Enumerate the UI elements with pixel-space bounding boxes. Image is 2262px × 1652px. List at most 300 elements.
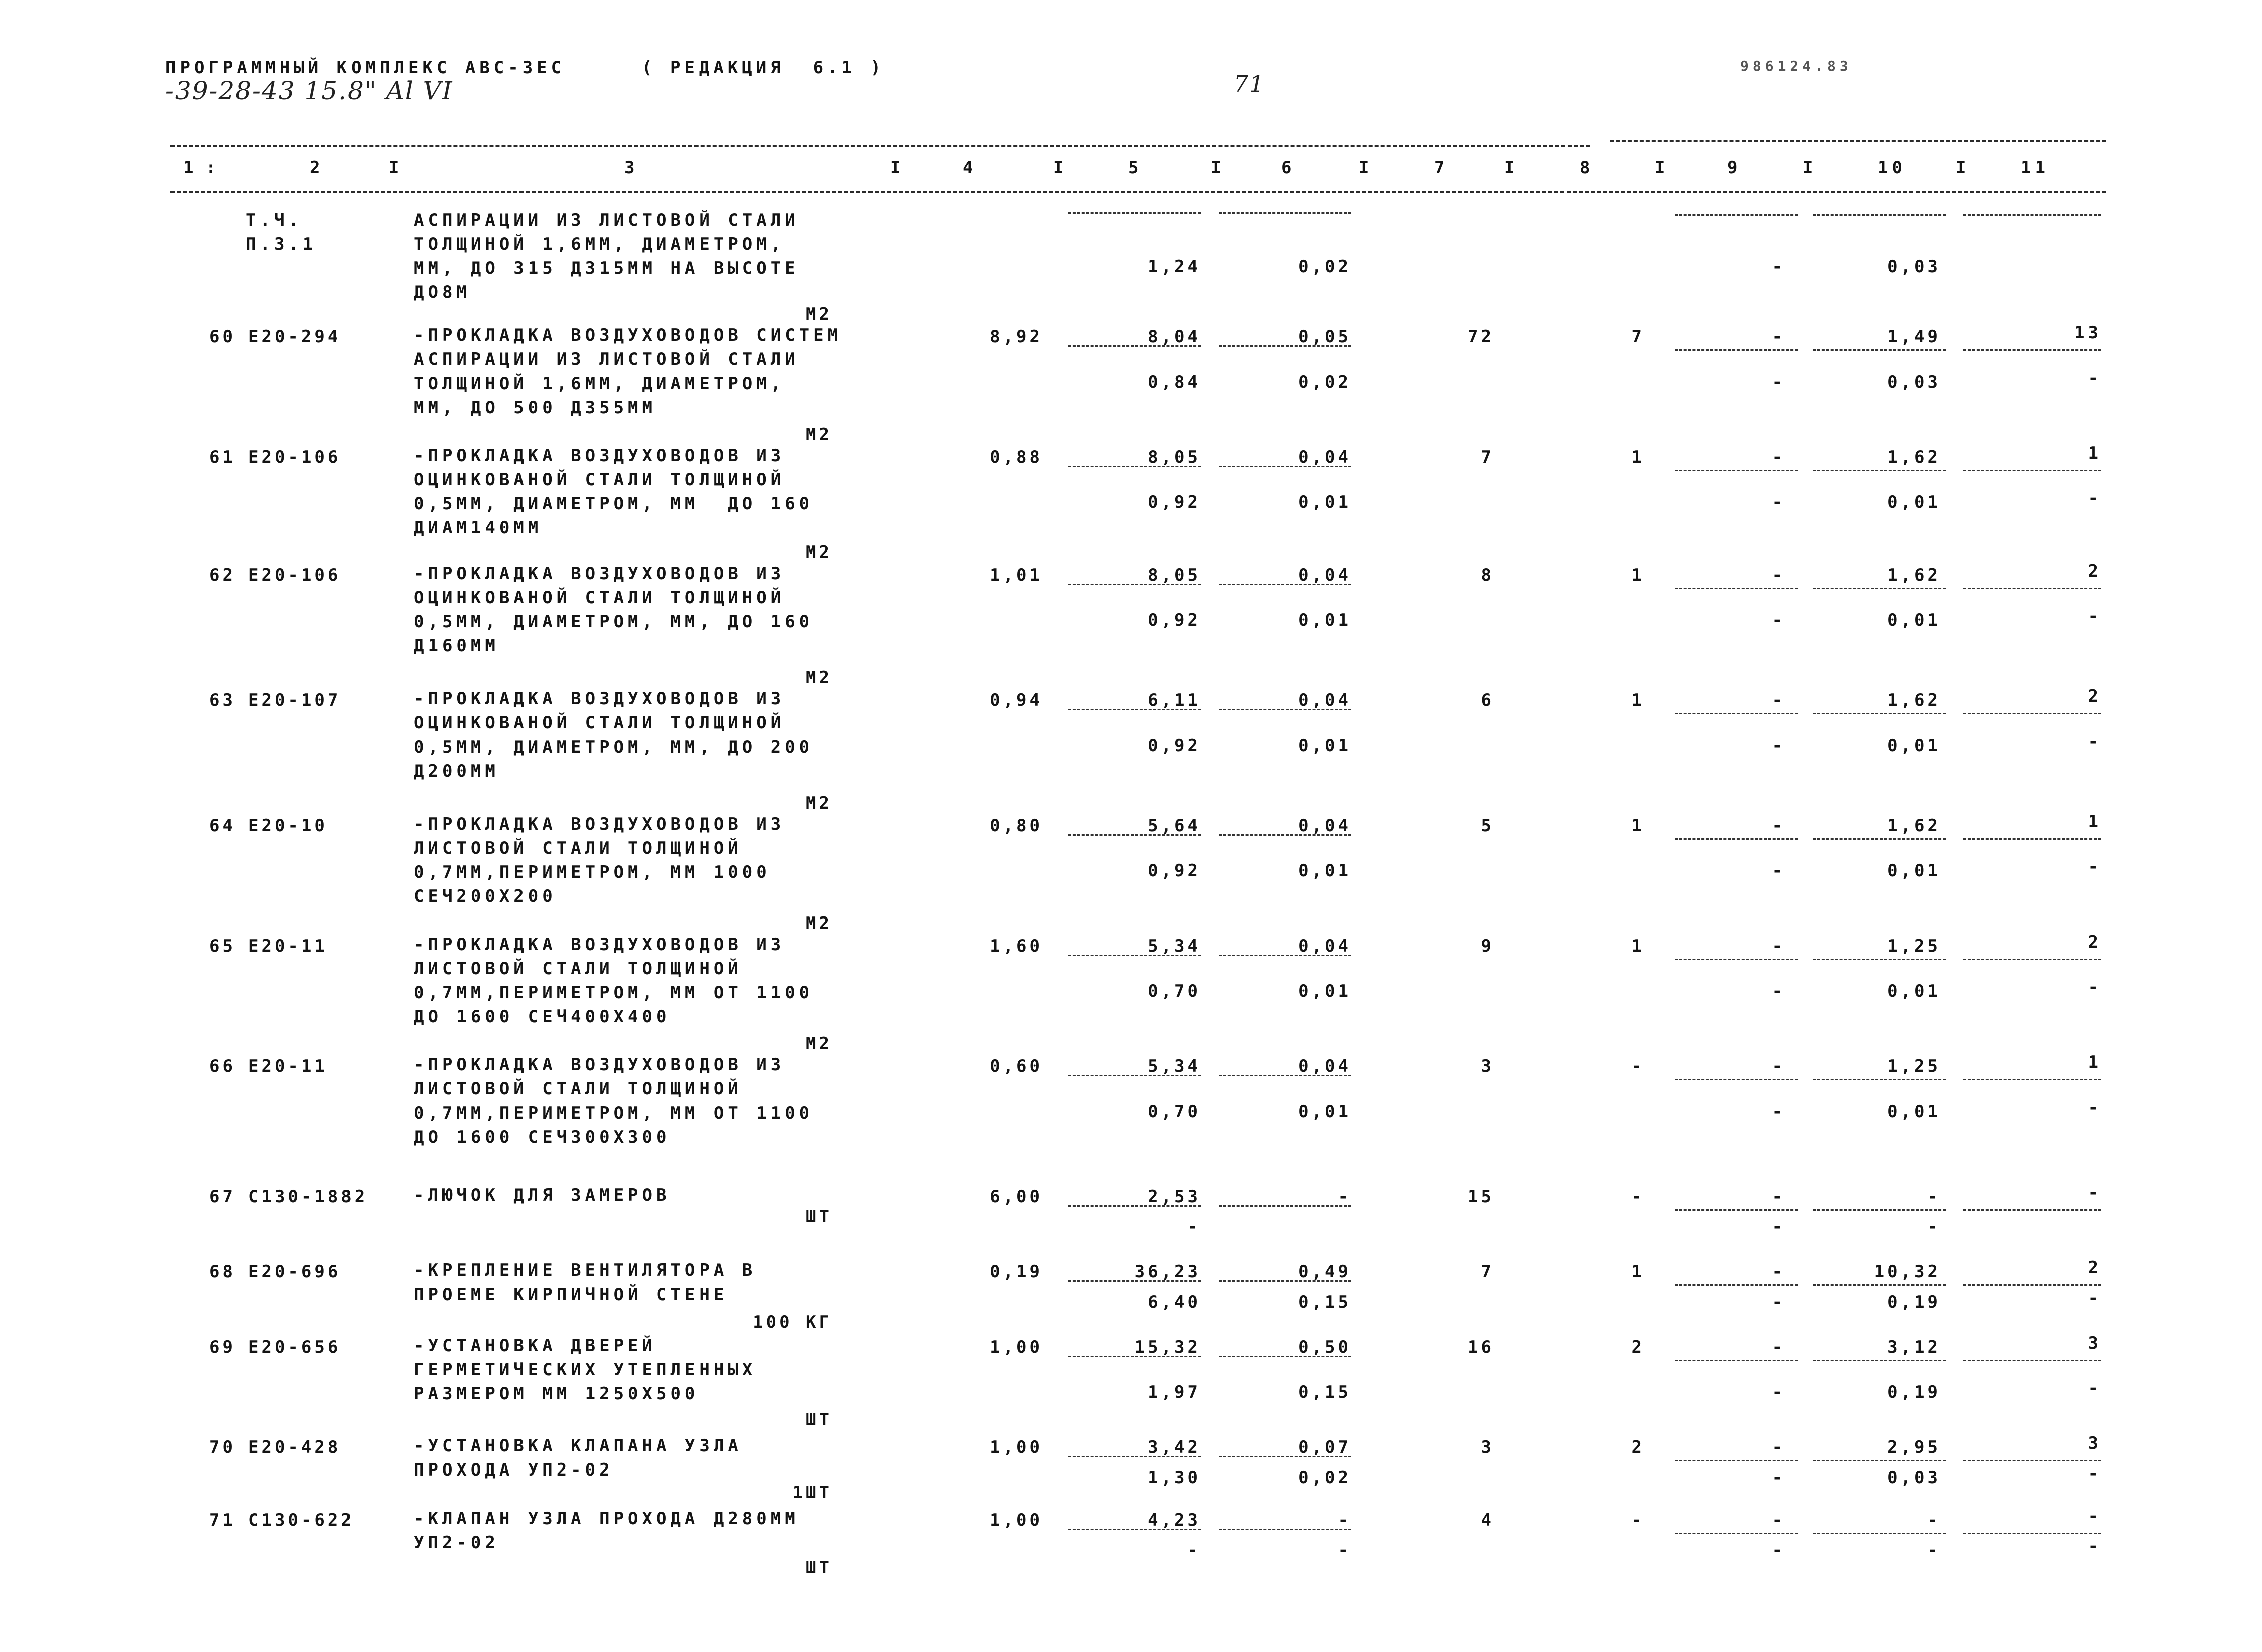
header-rule-top-right — [1610, 140, 2106, 142]
cell-col6-top: 0,50 — [1298, 1337, 1351, 1357]
row-unit: М2 — [806, 425, 832, 445]
separator-dash — [1813, 1460, 1946, 1461]
row-unit: М2 — [806, 668, 832, 688]
separator-dash — [1068, 1356, 1201, 1357]
row-unit: М2 — [806, 913, 832, 934]
separator-dash — [1068, 1280, 1201, 1282]
cell-col9-bottom: - — [1772, 372, 1785, 392]
cell-col5-top: 36,23 — [1134, 1262, 1201, 1282]
cell-col6-bottom: 0,01 — [1298, 861, 1351, 881]
column-separator: I — [1053, 158, 1068, 178]
row-code: С130-1882 — [248, 1187, 368, 1207]
cell-col11-top: 1 — [2087, 1052, 2101, 1072]
cell-col9-bottom: - — [1772, 257, 1785, 277]
cell-col5-top: 4,23 — [1148, 1510, 1201, 1530]
cell-col6-top: 0,49 — [1298, 1262, 1351, 1282]
separator-dash — [1219, 584, 1351, 585]
separator-dash — [1963, 1209, 2101, 1211]
cell-col6-bottom: 0,01 — [1298, 610, 1351, 630]
cell-col4: 1,00 — [990, 1437, 1043, 1457]
cell-col4: 0,80 — [990, 816, 1043, 836]
cell-col5-bottom: 1,97 — [1148, 1382, 1201, 1402]
cell-col6-top: 0,04 — [1298, 1056, 1351, 1076]
cell-col11-bottom: - — [2087, 1097, 2101, 1118]
row-number: Т.Ч. П.3.1 — [246, 210, 317, 254]
separator-dash — [1219, 1205, 1351, 1207]
row-code: Е20-106 — [248, 447, 341, 467]
cell-col11-top: 2 — [2087, 686, 2101, 706]
cell-col9-bottom: - — [1772, 1102, 1785, 1122]
row-number: 67 — [209, 1187, 236, 1207]
cell-col6-top: 0,05 — [1298, 327, 1351, 347]
row-code: Е20-428 — [248, 1437, 341, 1457]
separator-dash — [1813, 1209, 1946, 1211]
column-header-1: 1 — [183, 158, 198, 178]
separator-dash — [1813, 349, 1946, 351]
separator-dash — [1963, 1079, 2101, 1080]
row-description: -ПРОКЛАДКА ВОЗДУХОВОДОВ ИЗ ОЦИНКОВАНОЙ СТАЛИ ТОЛЩИНОЙ 0,5ММ, ДИАМЕТРОМ, ММ, ДО 160 Д160ММ — [414, 564, 814, 656]
cell-col6-bottom: 0,02 — [1298, 257, 1351, 277]
column-separator: I — [890, 158, 905, 178]
cell-col9-bottom: - — [1772, 610, 1785, 630]
cell-col7: 15 — [1468, 1187, 1494, 1207]
cell-col5-top: 5,34 — [1148, 936, 1201, 956]
column-header-11: 11 — [2021, 158, 2049, 178]
cell-col11-top: 2 — [2087, 561, 2101, 581]
cell-col5-top: 8,05 — [1148, 447, 1201, 467]
cell-col6-bottom: 0,01 — [1298, 736, 1351, 756]
separator-dash — [1813, 470, 1946, 471]
column-header-8: 8 — [1580, 158, 1594, 178]
cell-col6-top: 0,04 — [1298, 690, 1351, 710]
row-number: 64 — [209, 816, 236, 836]
row-code: С130-622 — [248, 1510, 355, 1530]
separator-dash — [1068, 345, 1201, 347]
column-header-10: 10 — [1878, 158, 1906, 178]
cell-col10-top: 1,49 — [1887, 327, 1941, 347]
separator-dash — [1675, 1079, 1798, 1080]
row-unit: ШТ — [806, 1410, 832, 1430]
separator-dash — [1813, 1360, 1946, 1361]
row-description: -ЛЮЧОК ДЛЯ ЗАМЕРОВ — [414, 1185, 671, 1205]
cell-col5-bottom: 1,24 — [1148, 257, 1201, 277]
cell-col6-top: 0,04 — [1298, 447, 1351, 467]
cell-col5-top: 6,11 — [1148, 690, 1201, 710]
cell-col6-bottom: 0,02 — [1298, 1467, 1351, 1488]
separator-dash — [1068, 955, 1201, 956]
cell-col9-top: - — [1772, 1437, 1785, 1457]
separator-dash — [1813, 959, 1946, 960]
cell-col10-top: 1,25 — [1887, 1056, 1941, 1076]
cell-col5-bottom: 0,92 — [1148, 610, 1201, 630]
row-description: -КЛАПАН УЗЛА ПРОХОДА Д280ММ УП2-02 — [414, 1509, 799, 1553]
cell-col6-bottom: 0,15 — [1298, 1382, 1351, 1402]
cell-col10-top: 2,95 — [1887, 1437, 1941, 1457]
separator-dash — [1675, 1209, 1798, 1211]
cell-col10-top: 1,62 — [1887, 816, 1941, 836]
separator-dash — [1813, 214, 1946, 216]
row-unit: М2 — [806, 304, 832, 324]
column-header-3: 3 — [624, 158, 639, 178]
cell-col8: - — [1631, 1510, 1645, 1530]
row-code: Е20-107 — [248, 690, 341, 710]
column-separator: I — [1803, 158, 1817, 178]
row-unit: 1ШТ — [792, 1483, 832, 1503]
column-header-row — [0, 159, 2262, 181]
separator-dash — [1675, 214, 1798, 216]
separator-dash — [1675, 838, 1798, 840]
cell-col5-top: 8,04 — [1148, 327, 1201, 347]
row-number: 70 — [209, 1437, 236, 1457]
row-description: -ПРОКЛАДКА ВОЗДУХОВОДОВ ИЗ ОЦИНКОВАНОЙ СТАЛИ ТОЛЩИНОЙ 0,5ММ, ДИАМЕТРОМ, ММ ДО 160 ДИАМ140ММ — [414, 446, 814, 538]
document-code: 986124.83 — [1740, 58, 1852, 74]
cell-col6-top: 0,04 — [1298, 936, 1351, 956]
cell-col10-top: 1,62 — [1887, 690, 1941, 710]
cell-col8: - — [1631, 1187, 1645, 1207]
cell-col5-bottom: 6,40 — [1148, 1292, 1201, 1312]
cell-col5-top: 2,53 — [1148, 1187, 1201, 1207]
cell-col10-bottom: 0,19 — [1887, 1292, 1941, 1312]
column-separator: I — [1504, 158, 1519, 178]
cell-col10-top: - — [1927, 1510, 1941, 1530]
handwritten-reference: -39-28-43 15.8" Al VI — [165, 76, 453, 105]
cell-col7: 7 — [1481, 1262, 1494, 1282]
separator-dash — [1813, 1284, 1946, 1286]
separator-dash — [1675, 713, 1798, 714]
separator-dash — [1675, 1360, 1798, 1361]
separator-dash — [1219, 212, 1351, 214]
row-code: Е20-294 — [248, 327, 341, 347]
cell-col6-bottom: 0,01 — [1298, 1102, 1351, 1122]
cell-col7: 72 — [1468, 327, 1494, 347]
cell-col9-top: - — [1772, 816, 1785, 836]
separator-dash — [1963, 1360, 2101, 1361]
cell-col4: 0,19 — [990, 1262, 1043, 1282]
cell-col9-bottom: - — [1772, 1540, 1785, 1560]
cell-col8: 2 — [1631, 1337, 1645, 1357]
separator-dash — [1963, 470, 2101, 471]
column-header-9: 9 — [1727, 158, 1742, 178]
cell-col5-bottom: 0,84 — [1148, 372, 1201, 392]
cell-col7: 5 — [1481, 816, 1494, 836]
separator-dash — [1068, 1456, 1201, 1457]
cell-col5-bottom: 0,70 — [1148, 981, 1201, 1001]
cell-col10-bottom: 0,03 — [1887, 257, 1941, 277]
cell-col4: 1,00 — [990, 1510, 1043, 1530]
cell-col7: 7 — [1481, 447, 1494, 467]
row-number: 60 — [209, 327, 236, 347]
cell-col11-bottom: - — [2087, 857, 2101, 877]
separator-dash — [1068, 584, 1201, 585]
row-code: Е20-696 — [248, 1262, 341, 1282]
cell-col5-bottom: - — [1187, 1540, 1201, 1560]
cell-col11-bottom: - — [2087, 1288, 2101, 1308]
cell-col11-top: 2 — [2087, 1258, 2101, 1278]
cell-col11-top: 2 — [2087, 932, 2101, 952]
separator-dash — [1219, 955, 1351, 956]
cell-col9-top: - — [1772, 1337, 1785, 1357]
cell-col5-top: 5,64 — [1148, 816, 1201, 836]
separator-dash — [1068, 212, 1201, 214]
separator-dash — [1813, 1079, 1946, 1080]
cell-col6-top: - — [1338, 1187, 1351, 1207]
cell-col9-bottom: - — [1772, 861, 1785, 881]
cell-col5-top: 8,05 — [1148, 565, 1201, 585]
cell-col10-top: 1,62 — [1887, 565, 1941, 585]
row-description: -ПРОКЛАДКА ВОЗДУХОВОДОВ ИЗ ЛИСТОВОЙ СТАЛИ ТОЛЩИНОЙ 0,7ММ,ПЕРИМЕТРОМ, ММ 1000 СЕЧ200Х200 — [414, 814, 785, 906]
cell-col10-top: 10,32 — [1874, 1262, 1941, 1282]
cell-col11-top: 3 — [2087, 1333, 2101, 1353]
cell-col11-top: - — [2087, 1506, 2101, 1526]
header-rule-bottom — [170, 191, 2106, 193]
edition-label: ( РЕДАКЦИЯ 6.1 ) — [642, 58, 885, 78]
cell-col10-bottom: 0,01 — [1887, 492, 1941, 512]
column-separator: I — [1655, 158, 1669, 178]
separator-dash — [1219, 834, 1351, 836]
separator-dash — [1675, 1284, 1798, 1286]
cell-col9-top: - — [1772, 936, 1785, 956]
separator-dash — [1963, 838, 2101, 840]
cell-col5-bottom: 0,92 — [1148, 736, 1201, 756]
cell-col8: 7 — [1631, 327, 1645, 347]
separator-dash — [1219, 1280, 1351, 1282]
cell-col7: 8 — [1481, 565, 1494, 585]
cell-col9-bottom: - — [1772, 1467, 1785, 1488]
cell-col5-bottom: 0,92 — [1148, 492, 1201, 512]
cell-col4: 1,01 — [990, 565, 1043, 585]
cell-col10-top: - — [1927, 1187, 1941, 1207]
cell-col11-bottom: - — [2087, 1378, 2101, 1398]
cell-col7: 3 — [1481, 1056, 1494, 1076]
row-unit: М2 — [806, 542, 832, 563]
separator-dash — [1963, 1533, 2101, 1534]
cell-col9-top: - — [1772, 565, 1785, 585]
cell-col6-bottom: 0,01 — [1298, 492, 1351, 512]
separator-dash — [1963, 214, 2101, 216]
cell-col5-bottom: 1,30 — [1148, 1467, 1201, 1488]
cell-col10-bottom: 0,01 — [1887, 736, 1941, 756]
cell-col11-top: 3 — [2087, 1433, 2101, 1453]
separator-dash — [1813, 713, 1946, 714]
column-header-2: 2 — [310, 158, 324, 178]
cell-col11-top: 1 — [2087, 443, 2101, 463]
cell-col8: 1 — [1631, 936, 1645, 956]
cell-col4: 1,00 — [990, 1337, 1043, 1357]
cell-col9-top: - — [1772, 690, 1785, 710]
row-description: АСПИРАЦИИ ИЗ ЛИСТОВОЙ СТАЛИ ТОЛЩИНОЙ 1,6ММ, ДИАМЕТРОМ, ММ, ДО 315 Д315ММ НА ВЫСОТЕ ДО8М — [414, 210, 799, 302]
cell-col5-top: 15,32 — [1134, 1337, 1201, 1357]
row-number: 65 — [209, 936, 236, 956]
cell-col10-top: 3,12 — [1887, 1337, 1941, 1357]
separator-dash — [1963, 713, 2101, 714]
cell-col6-top: - — [1338, 1510, 1351, 1530]
separator-dash — [1219, 466, 1351, 467]
cell-col7: 3 — [1481, 1437, 1494, 1457]
separator-dash — [1675, 959, 1798, 960]
cell-col9-top: - — [1772, 447, 1785, 467]
separator-dash — [1068, 1205, 1201, 1207]
cell-col11-top: - — [2087, 1183, 2101, 1203]
row-code: Е20-106 — [248, 565, 341, 585]
separator-dash — [1675, 470, 1798, 471]
separator-dash — [1963, 1284, 2101, 1286]
cell-col9-bottom: - — [1772, 1382, 1785, 1402]
separator-dash — [1219, 709, 1351, 710]
row-number: 69 — [209, 1337, 236, 1357]
row-unit: 100 КГ — [753, 1312, 832, 1332]
cell-col4: 6,00 — [990, 1187, 1043, 1207]
cell-col10-bottom: 0,19 — [1887, 1382, 1941, 1402]
cell-col10-bottom: - — [1927, 1540, 1941, 1560]
row-description: -УСТАНОВКА ДВЕРЕЙ ГЕРМЕТИЧЕСКИХ УТЕПЛЕННЫХ РАЗМЕРОМ ММ 1250Х500 — [414, 1336, 757, 1404]
row-number: 68 — [209, 1262, 236, 1282]
row-description: -ПРОКЛАДКА ВОЗДУХОВОДОВ ИЗ ЛИСТОВОЙ СТАЛИ ТОЛЩИНОЙ 0,7ММ,ПЕРИМЕТРОМ, ММ ОТ 1100 ДО 1600 СЕЧ400Х400 — [414, 935, 814, 1027]
cell-col5-bottom: - — [1187, 1217, 1201, 1237]
cell-col7: 6 — [1481, 690, 1494, 710]
cell-col7: 16 — [1468, 1337, 1494, 1357]
program-title: ПРОГРАММНЫЙ КОМПЛЕКС АВС-ЗЕС — [165, 58, 566, 78]
cell-col5-bottom: 0,92 — [1148, 861, 1201, 881]
cell-col8: 1 — [1631, 690, 1645, 710]
cell-col8: 1 — [1631, 447, 1645, 467]
cell-col10-bottom: 0,03 — [1887, 1467, 1941, 1488]
row-number: 63 — [209, 690, 236, 710]
row-number: 62 — [209, 565, 236, 585]
cell-col5-top: 3,42 — [1148, 1437, 1201, 1457]
column-separator: : — [206, 158, 220, 178]
cell-col7: 9 — [1481, 936, 1494, 956]
column-header-5: 5 — [1128, 158, 1143, 178]
cell-col6-top: 0,04 — [1298, 565, 1351, 585]
separator-dash — [1963, 349, 2101, 351]
cell-col6-bottom: - — [1338, 1540, 1351, 1560]
cell-col9-top: - — [1772, 1187, 1785, 1207]
separator-dash — [1219, 1529, 1351, 1530]
separator-dash — [1219, 1456, 1351, 1457]
cell-col9-top: - — [1772, 1510, 1785, 1530]
column-header-6: 6 — [1281, 158, 1296, 178]
cell-col11-bottom: - — [2087, 731, 2101, 752]
separator-dash — [1068, 709, 1201, 710]
row-description: -КРЕПЛЕНИЕ ВЕНТИЛЯТОРА В ПРОЕМЕ КИРПИЧНОЙ СТЕНЕ — [414, 1260, 757, 1305]
separator-dash — [1219, 1356, 1351, 1357]
cell-col5-top: 5,34 — [1148, 1056, 1201, 1076]
separator-dash — [1813, 838, 1946, 840]
separator-dash — [1813, 588, 1946, 589]
cell-col6-top: 0,07 — [1298, 1437, 1351, 1457]
row-description: -ПРОКЛАДКА ВОЗДУХОВОДОВ ИЗ ОЦИНКОВАНОЙ СТАЛИ ТОЛЩИНОЙ 0,5ММ, ДИАМЕТРОМ, ММ, ДО 200 Д200ММ — [414, 689, 814, 781]
separator-dash — [1963, 1460, 2101, 1461]
cell-col5-bottom: 0,70 — [1148, 1102, 1201, 1122]
separator-dash — [1219, 345, 1351, 347]
row-unit: ШТ — [806, 1207, 832, 1227]
cell-col10-bottom: 0,03 — [1887, 372, 1941, 392]
column-separator: I — [1956, 158, 1970, 178]
separator-dash — [1068, 834, 1201, 836]
cell-col10-bottom: 0,01 — [1887, 861, 1941, 881]
header-rule-top-left — [170, 145, 1590, 147]
cell-col6-bottom: 0,02 — [1298, 372, 1351, 392]
column-header-4: 4 — [963, 158, 977, 178]
cell-col4: 0,94 — [990, 690, 1043, 710]
cell-col11-bottom: - — [2087, 488, 2101, 508]
cell-col6-bottom: 0,01 — [1298, 981, 1351, 1001]
cell-col10-bottom: 0,01 — [1887, 610, 1941, 630]
page-number: 71 — [1234, 70, 1265, 97]
separator-dash — [1675, 1533, 1798, 1534]
column-header-7: 7 — [1434, 158, 1449, 178]
separator-dash — [1675, 588, 1798, 589]
row-description: -УСТАНОВКА КЛАПАНА УЗЛА ПРОХОДА УП2-02 — [414, 1436, 742, 1480]
row-unit: М2 — [806, 1034, 832, 1054]
separator-dash — [1675, 349, 1798, 351]
cell-col11-bottom: - — [2087, 606, 2101, 626]
cell-col9-bottom: - — [1772, 736, 1785, 756]
row-description: -ПРОКЛАДКА ВОЗДУХОВОДОВ СИСТЕМ АСПИРАЦИИ ИЗ ЛИСТОВОЙ СТАЛИ ТОЛЩИНОЙ 1,6ММ, ДИАМЕТРОМ, ММ, ДО 500 Д355ММ — [414, 325, 842, 418]
cell-col6-bottom: 0,15 — [1298, 1292, 1351, 1312]
cell-col10-top: 1,25 — [1887, 936, 1941, 956]
separator-dash — [1963, 588, 2101, 589]
cell-col7: 4 — [1481, 1510, 1494, 1530]
cell-col11-top: 13 — [2074, 323, 2101, 343]
row-description: -ПРОКЛАДКА ВОЗДУХОВОДОВ ИЗ ЛИСТОВОЙ СТАЛИ ТОЛЩИНОЙ 0,7ММ,ПЕРИМЕТРОМ, ММ ОТ 1100 ДО 1600 СЕЧ300Х300 — [414, 1055, 814, 1147]
cell-col8: 1 — [1631, 816, 1645, 836]
cell-col10-bottom: 0,01 — [1887, 1102, 1941, 1122]
row-code: Е20-10 — [248, 816, 328, 836]
separator-dash — [1068, 1529, 1201, 1530]
cell-col11-bottom: - — [2087, 368, 2101, 388]
cell-col10-top: 1,62 — [1887, 447, 1941, 467]
separator-dash — [1813, 1533, 1946, 1534]
row-code: Е20-656 — [248, 1337, 341, 1357]
cell-col9-bottom: - — [1772, 1292, 1785, 1312]
row-unit: ШТ — [806, 1558, 832, 1578]
cell-col9-bottom: - — [1772, 981, 1785, 1001]
cell-col8: 1 — [1631, 565, 1645, 585]
cell-col4: 0,88 — [990, 447, 1043, 467]
cell-col9-top: - — [1772, 1262, 1785, 1282]
row-number: 71 — [209, 1510, 236, 1530]
separator-dash — [1068, 1075, 1201, 1076]
column-separator: I — [1211, 158, 1226, 178]
cell-col11-bottom: - — [2087, 1463, 2101, 1484]
column-separator: I — [1359, 158, 1373, 178]
separator-dash — [1068, 466, 1201, 467]
cell-col11-top: 1 — [2087, 812, 2101, 832]
cell-col9-bottom: - — [1772, 492, 1785, 512]
cell-col10-bottom: - — [1927, 1217, 1941, 1237]
separator-dash — [1963, 959, 2101, 960]
separator-dash — [1675, 1460, 1798, 1461]
cell-col4: 1,60 — [990, 936, 1043, 956]
cell-col9-top: - — [1772, 327, 1785, 347]
cell-col10-bottom: 0,01 — [1887, 981, 1941, 1001]
row-number: 61 — [209, 447, 236, 467]
cell-col4: 8,92 — [990, 327, 1043, 347]
cell-col8: 2 — [1631, 1437, 1645, 1457]
cell-col11-bottom: - — [2087, 977, 2101, 997]
row-unit: М2 — [806, 793, 832, 813]
row-number: 66 — [209, 1056, 236, 1076]
row-code: Е20-11 — [248, 936, 328, 956]
cell-col4: 0,60 — [990, 1056, 1043, 1076]
cell-col11-bottom: - — [2087, 1536, 2101, 1556]
column-separator: I — [389, 158, 403, 178]
cell-col8: 1 — [1631, 1262, 1645, 1282]
cell-col9-bottom: - — [1772, 1217, 1785, 1237]
row-code: Е20-11 — [248, 1056, 328, 1076]
separator-dash — [1219, 1075, 1351, 1076]
